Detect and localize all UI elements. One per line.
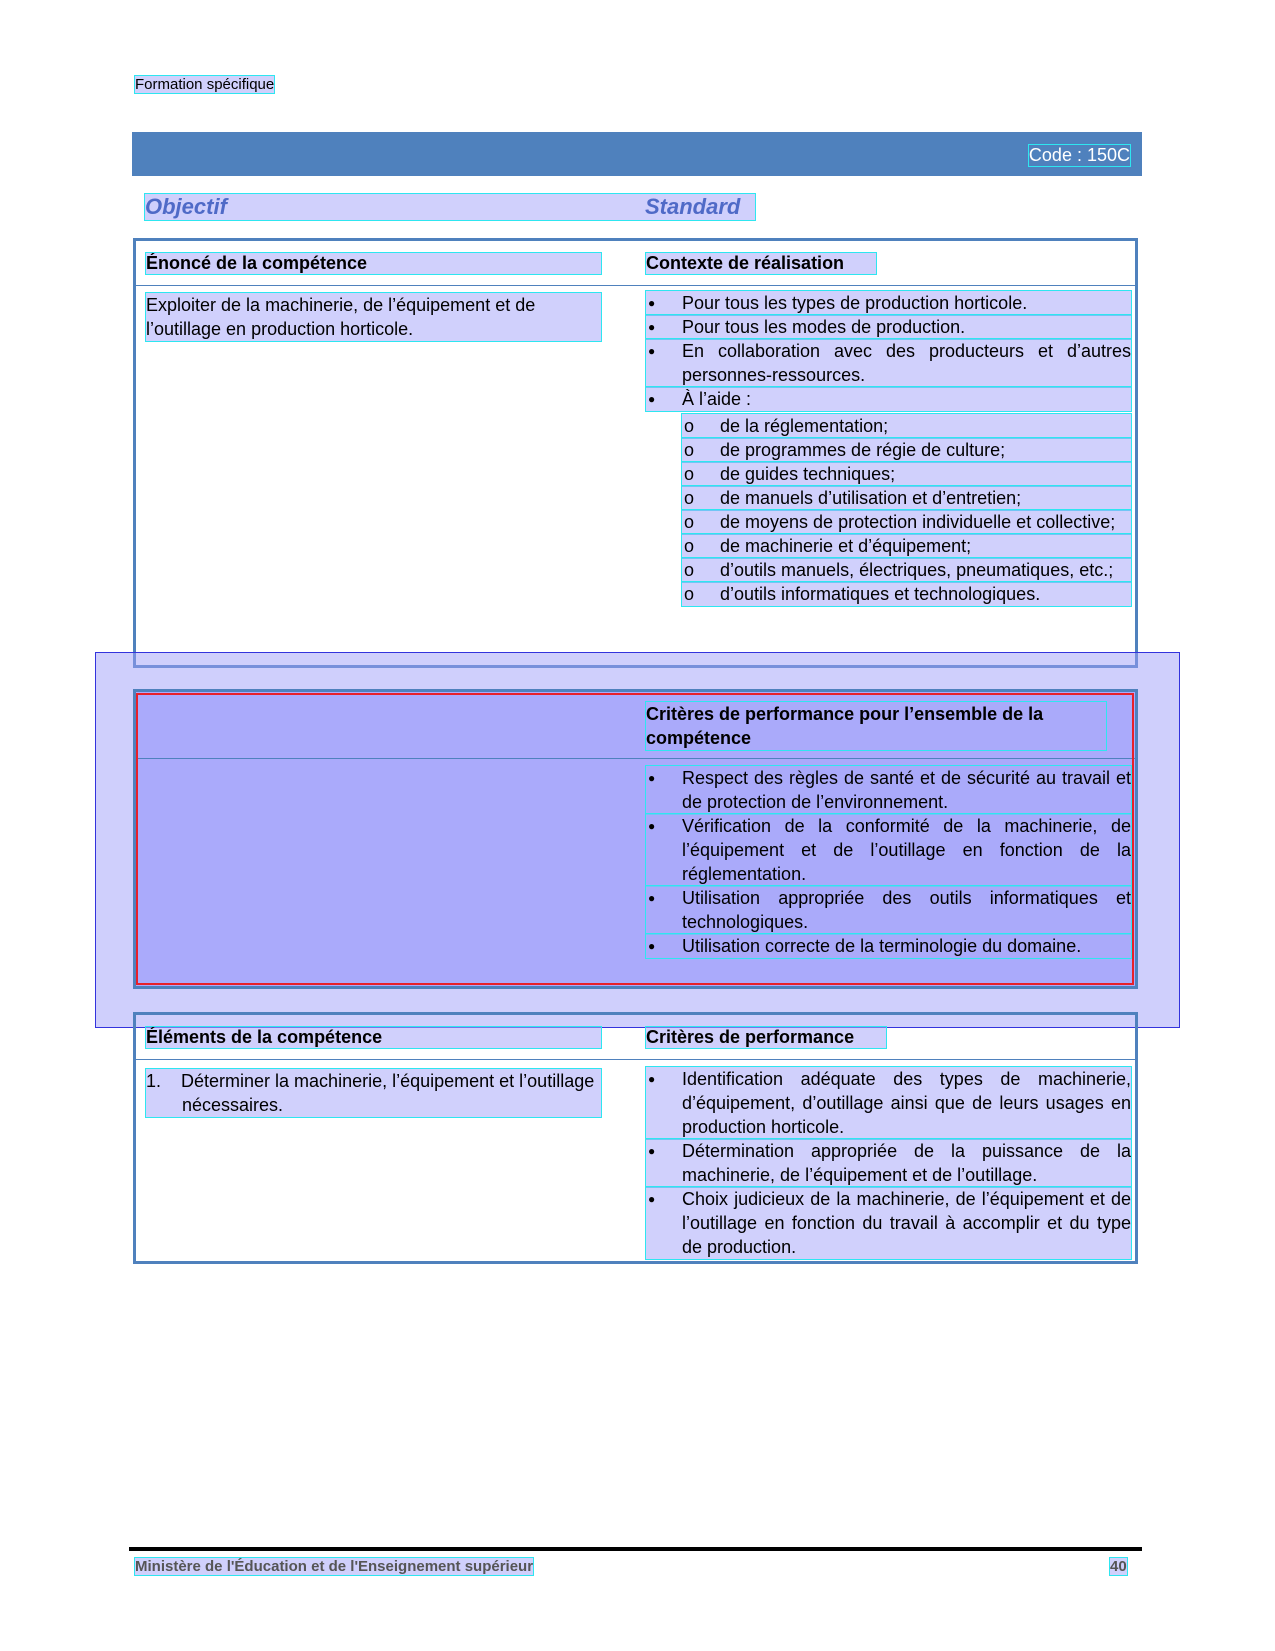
list-item: ● Pour tous les modes de production. [646, 315, 1131, 339]
table-header-row [136, 241, 1135, 286]
list-item: o de la réglementation; [682, 414, 1131, 438]
list-item: o de machinerie et d’équipement; [682, 534, 1131, 558]
footer-rule [129, 1547, 1142, 1551]
objective-title: Objectif [145, 194, 227, 219]
list-item: o de programmes de régie de culture; [682, 438, 1131, 462]
elements-table [133, 1012, 1138, 1264]
table-header-row [136, 1015, 1135, 1060]
competence-statement-table [133, 238, 1138, 668]
criteria-heading: Critères de performance [646, 1027, 886, 1048]
element-1: 1. Déterminer la machinerie, l’équipement et l’outillage nécessaires. [146, 1069, 601, 1117]
list-item: ● Utilisation appropriée des outils informatiques et technologiques. [646, 886, 1131, 934]
context-heading: Contexte de réalisation [646, 253, 876, 274]
list-item: o d’outils manuels, électriques, pneumatiques, etc.; [682, 558, 1131, 582]
list-item: ● Respect des règles de santé et de sécurité au travail et de protection de l’environnement. [646, 766, 1131, 814]
competence-statement: Exploiter de la machinerie, de l’équipement et de l’outillage en production horticole. [146, 293, 601, 341]
list-item: o de moyens de protection individuelle et collective; [682, 510, 1131, 534]
list-item: ● Détermination appropriée de la puissance de la machinerie, de l’équipement et de l’outillage. [646, 1139, 1131, 1187]
list-item: ● Choix judicieux de la machinerie, de l’équipement et de l’outillage en fonction du travail à accomplir et du type de production. [646, 1187, 1131, 1259]
competency-code: Code : 150C [1028, 145, 1130, 165]
standard-title: Standard [645, 194, 741, 219]
global-criteria-heading: Critères de performance pour l’ensemble de la compétence [646, 702, 1106, 750]
list-item: o de manuels d’utilisation et d’entretien; [682, 486, 1131, 510]
list-item: ● À l’aide : [646, 387, 1131, 411]
list-item: o de guides techniques; [682, 462, 1131, 486]
footer-ministry: Ministère de l'Éducation et de l'Enseignement supérieur [135, 1558, 534, 1575]
global-criteria-list [646, 766, 1131, 958]
table-header-row [136, 692, 1135, 759]
list-item: o d’outils informatiques et technologiques. [682, 582, 1131, 606]
list-item: ● Identification adéquate des types de machinerie, d’équipement, d’outillage ainsi que de leurs usages en production horticole. [646, 1067, 1131, 1139]
list-item: ● Pour tous les types de production horticole. [646, 291, 1131, 315]
statement-heading: Énoncé de la compétence [146, 253, 601, 274]
elements-heading: Éléments de la compétence [146, 1027, 601, 1048]
list-item: ● En collaboration avec des producteurs et d’autres personnes-ressources. [646, 339, 1131, 387]
list-item: ● Vérification de la conformité de la machinerie, de l’équipement et de l’outillage en fonction de la réglementation. [646, 814, 1131, 886]
page-number: 40 [1110, 1558, 1127, 1575]
list-item: ● Utilisation correcte de la terminologie du domaine. [646, 934, 1131, 958]
objective-standard-bar [145, 194, 755, 220]
section-label: Formation spécifique [135, 76, 275, 93]
code-band [132, 132, 1142, 176]
global-criteria-table [133, 689, 1138, 989]
context-list [646, 291, 1131, 606]
criteria-list [646, 1067, 1131, 1259]
